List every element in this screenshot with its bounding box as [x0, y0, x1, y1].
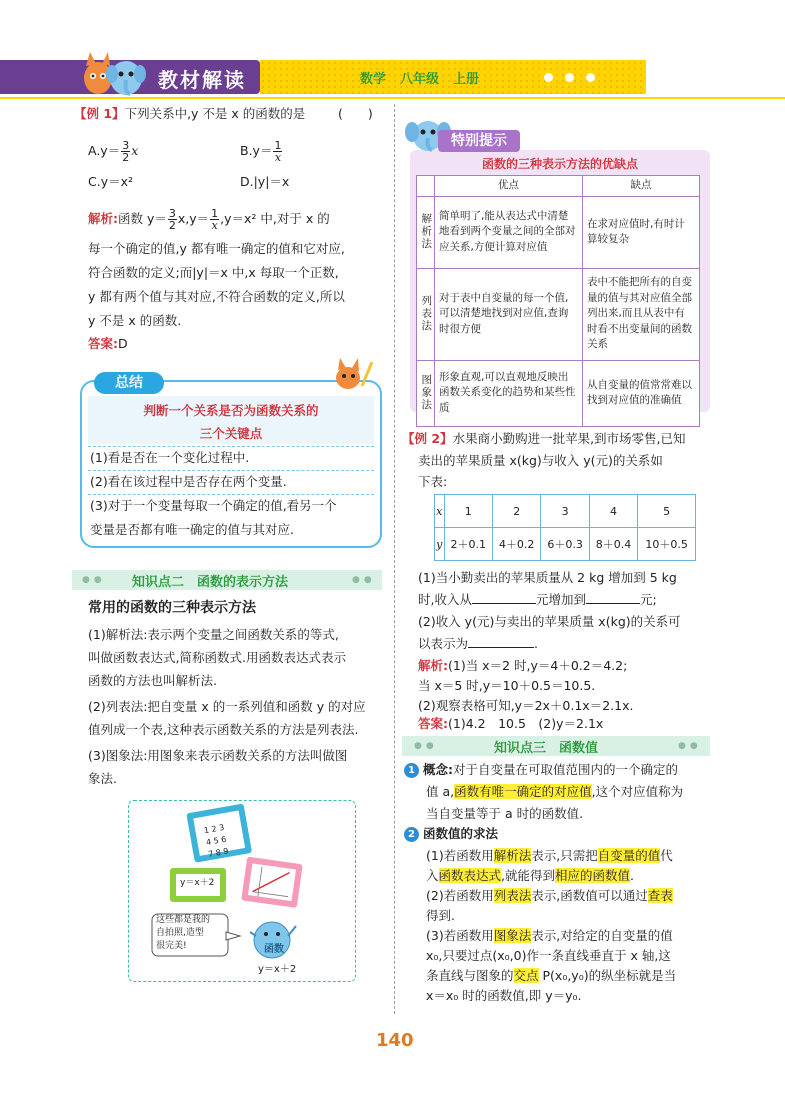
fox-mascot-icon: [326, 356, 374, 392]
illustration-grid: 1 2 3 4 5 6 7 8 9: [203, 822, 230, 859]
example2-q1b: 时,收入从 元增加到 元;: [418, 592, 657, 607]
section2-line3: 函数的方法也叫解析法.: [88, 673, 217, 688]
method-name: 列表法: [417, 268, 435, 360]
table-cell: 3: [541, 495, 589, 528]
subject-label: 数学: [360, 72, 387, 87]
comparison-corner: [417, 176, 435, 197]
page-number: 140: [376, 1030, 414, 1051]
method-adv: 简单明了,能从表达式中清楚地看到两个变量之间的全部对应关系,方便计算对应值: [435, 196, 583, 268]
method-dis: 在求对应值时,有时计算较复杂: [583, 196, 700, 268]
summary-rule-3: [88, 494, 374, 495]
section2-heading: 常用的函数的三种表示方法: [88, 600, 256, 616]
summary-point3a: (3)对于一个变量每取一个确定的值,看另一个: [90, 498, 337, 513]
example1-paren: ( ): [338, 106, 373, 121]
method-line1: (1)若函数用解析法表示,只需把自变量的值代: [426, 848, 673, 863]
analysis2-line2: 当 x＝5 时,y＝10＋0.5＝10.5.: [418, 678, 596, 693]
example2-q1a: (1)当小勤卖出的苹果质量从 2 kg 增加到 5 kg: [418, 570, 677, 585]
table-row: [417, 196, 700, 268]
example1-question: 【例 1】下列关系中,y 不是 x 的函数的是: [74, 106, 306, 121]
grade-label: 八年级: [400, 72, 440, 87]
section2-line4: (2)列表法:把自变量 x 的一系列值和函数 y 的对应: [88, 699, 366, 714]
answer2: 答案:(1)4.2 10.5 (2)y＝2.1x: [418, 716, 604, 731]
summary-rule-1: [88, 446, 374, 447]
method-line4: 得到.: [426, 908, 455, 923]
section3-title: 知识点三 函数值: [494, 741, 599, 756]
table-cell: x: [435, 495, 445, 528]
table-row: [417, 360, 700, 426]
summary-point3b: 变量是否都有唯一确定的值与其对应.: [90, 522, 294, 537]
number-badge-2: 2: [404, 827, 419, 842]
summary-point1: (1)看是否在一个变化过程中.: [90, 450, 250, 465]
section2-line2: 叫做函数表达式,简称函数式.用函数表达式表示: [88, 650, 346, 665]
section2-line1: (1)解析法:表示两个变量之间函数关系的等式,: [88, 627, 339, 642]
option-c: C.y＝x²: [88, 174, 134, 189]
method-adv: 形象直观,可以直观地反映出函数关系变化的趋势和某些性质: [435, 360, 583, 426]
analysis1-line2: 每一个确定的值,y 都有唯一确定的值和它对应,: [88, 241, 345, 256]
tip-title: 函数的三种表示方法的优缺点: [481, 157, 638, 171]
illustration-ball-label: 函数: [264, 944, 284, 955]
table-cell: 6＋0.3: [541, 528, 589, 561]
analysis2-line1: 解析:(1)当 x＝2 时,y＝4＋0.2＝4.2;: [418, 658, 628, 673]
example2-line2: 卖出的苹果质量 x(kg)与收入 y(元)的关系如: [418, 453, 663, 468]
column-divider: [394, 104, 395, 1014]
concept-line3: 当自变量等于 a 时的函数值.: [426, 806, 584, 821]
section2-line5: 值列成一个表,这种表示函数关系的方法是列表法.: [88, 722, 359, 737]
option-d: D.|y|＝x: [240, 174, 290, 189]
header-dots: [544, 70, 607, 85]
header-rule: [0, 97, 785, 99]
table-row: [435, 495, 696, 528]
summary-rule-2: [88, 470, 374, 471]
table-cell: 1: [444, 495, 492, 528]
table-cell: 8＋0.4: [589, 528, 637, 561]
table-cell: y: [435, 528, 445, 561]
method-line6: x₀,只要过点(x₀,0)作一条直线垂直于 x 轴,这: [426, 948, 671, 963]
concept-line2: 值 a,函数有唯一确定的对应值,这个对应值称为: [426, 784, 684, 799]
option-b: B.y＝ $\frac{1}{x}$: [240, 139, 282, 164]
volume-label: 上册: [453, 72, 480, 87]
method-line8: x＝x₀ 时的函数值,即 y＝y₀.: [426, 988, 582, 1003]
method-line7: 条直线与图象的交点 P(x₀,y₀)的纵坐标就是当: [426, 968, 677, 983]
table-cell: 4: [589, 495, 637, 528]
table-cell: 4＋0.2: [492, 528, 540, 561]
concept-line1: 1 概念:对于自变量在可取值范围内的一个确定的: [404, 760, 678, 780]
analysis1-line1: 解析:函数 y＝ $\frac{3}{2}$ x,y＝ $\frac{1}{x}$ ,y＝x² 中,对于 x 的: [88, 207, 330, 232]
table-cell: 2＋0.1: [444, 528, 492, 561]
illustration-bubble: 这些都是我的 自拍照,造型 很完美!: [156, 915, 211, 951]
section2-title: 知识点二 函数的表示方法: [132, 575, 289, 590]
method-name: 解析法: [417, 196, 435, 268]
method-line5: (3)若函数用图象法表示,对给定的自变量的值: [426, 928, 673, 943]
example2-q2b: 以表示为 .: [418, 636, 538, 651]
comparison-head-adv: 优点: [435, 176, 583, 197]
table-cell: 10＋0.5: [638, 528, 696, 561]
table-row: [435, 528, 696, 561]
section2-line6: (3)图象法:用图象来表示函数关系的方法叫做图: [88, 748, 348, 763]
analysis1-line4: y 都有两个值与其对应,不符合函数的定义,所以: [88, 289, 345, 304]
analysis2-line3: (2)观察表格可知,y＝2x＋0.1x＝2.1x.: [418, 698, 634, 713]
number-badge-1: 1: [404, 763, 419, 778]
comparison-head-dis: 缺点: [583, 176, 700, 197]
method-heading: 2 函数值的求法: [404, 824, 498, 844]
section3-bar: ●● 知识点三 函数值 ●●: [402, 736, 710, 756]
table-row: [417, 268, 700, 360]
comparison-table: [416, 175, 700, 427]
tip-tag: 特别提示: [438, 130, 520, 152]
method-dis: 从自变量的值常常难以找到对应值的准确值: [583, 360, 700, 426]
method-line3: (2)若函数用列表法表示,函数值可以通过查表: [426, 888, 673, 903]
summary-tag: 总结: [94, 372, 164, 394]
comparison-header-row: [417, 176, 700, 197]
analysis1-line5: y 不是 x 的函数.: [88, 313, 182, 328]
table-cell: 2: [492, 495, 540, 528]
answer1: 答案:D: [88, 336, 128, 351]
analysis1-line3: 符合函数的定义;而|y|＝x 中,x 每取一个正数,: [88, 265, 339, 280]
table-cell: 5: [638, 495, 696, 528]
header-subject: [360, 68, 493, 87]
illustration-svg: [130, 802, 354, 980]
summary-title1: 判断一个关系是否为函数关系的: [143, 403, 319, 418]
summary-title2: 三个关键点: [199, 426, 263, 441]
data-table: [434, 494, 696, 561]
illustration-card-formula: y＝x＋2: [180, 878, 215, 888]
page-header: [0, 48, 785, 98]
method-line2: 入函数表达式,就能得到相应的函数值.: [426, 868, 635, 883]
section2-line7: 象法.: [88, 771, 117, 786]
option-a: A.y＝ $\frac{3}{2}$ x: [88, 139, 139, 164]
section2-bar: ●● 知识点二 函数的表示方法 ●●: [72, 570, 382, 590]
example2-line1: 【例 2】水果商小勤购进一批苹果,到市场零售,已知: [402, 431, 686, 446]
mascot-icon: [78, 48, 148, 98]
example2-q2a: (2)收入 y(元)与卖出的苹果质量 x(kg)的关系可: [418, 614, 681, 629]
example2-line3: 下表:: [418, 474, 448, 489]
illustration-caption: y＝x＋2: [258, 964, 297, 975]
header-title: 教材解读: [158, 68, 246, 92]
method-adv: 对于表中自变量的每一个值,可以清楚地找到对应值,查询时很方便: [435, 268, 583, 360]
summary-point2: (2)看在该过程中是否存在两个变量.: [90, 474, 287, 489]
method-name: 图象法: [417, 360, 435, 426]
method-dis: 表中不能把所有的自变量的值与其对应值全部列出来,而且从表中有时看不出变量间的函数关系: [583, 268, 700, 360]
